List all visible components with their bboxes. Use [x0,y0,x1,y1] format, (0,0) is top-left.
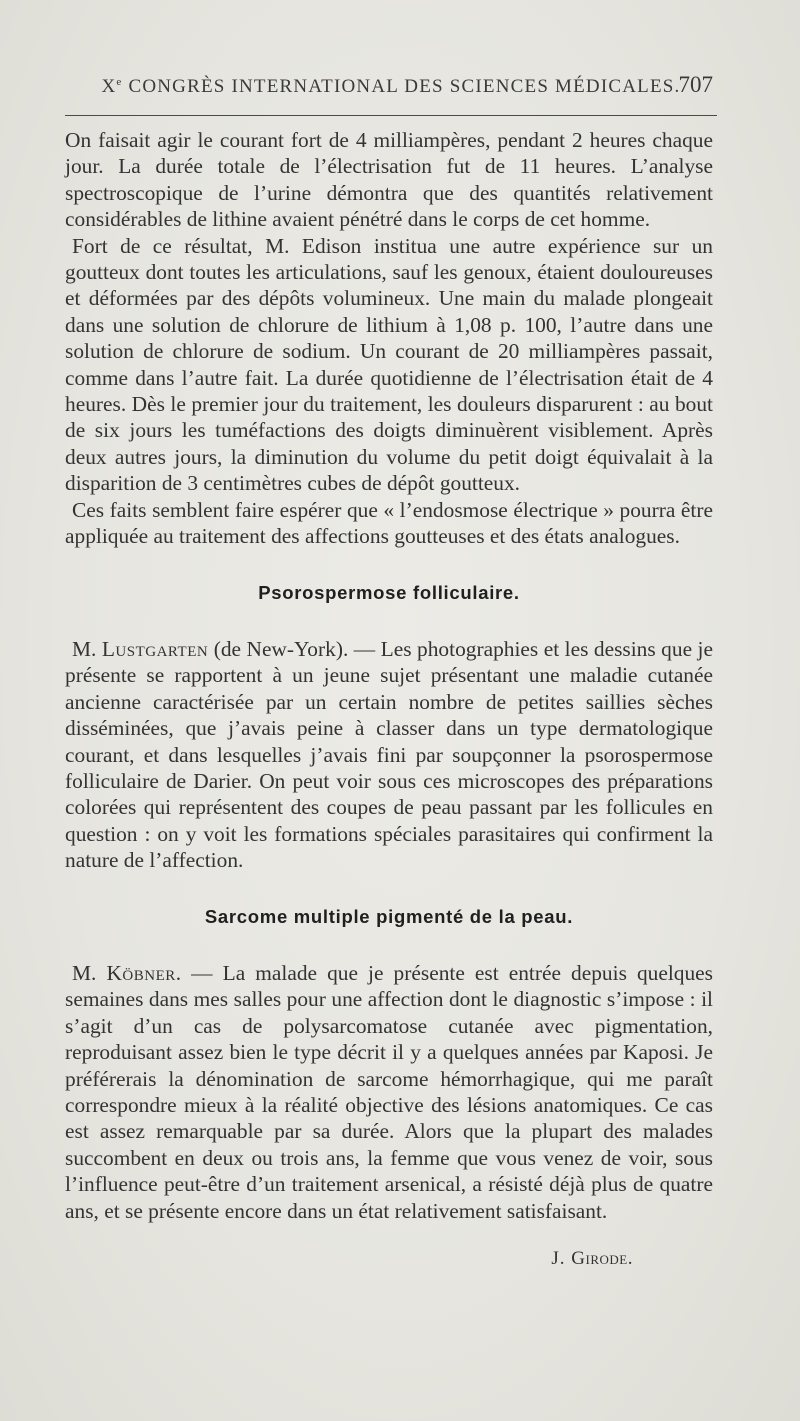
signature-name: Girode. [571,1248,633,1270]
speaker-name: Köbner [106,960,176,985]
section-title-sarcome: Sarcome multiple pigmenté de la peau. [204,905,574,927]
section-title-psorospermose: Psorospermose folliculaire. [258,581,520,603]
header-title-text: CONGRÈS INTERNATIONAL DES SCIENCES MÉDICALES. [122,76,681,97]
paragraph-text: . — La malade que je présente est entrée depuis quelques semaines dans mes salles pour une affection dont le diagnostic s’impose : il s’agit d’un cas de polysarcomatose cutanée avec pigmentation, reproduisant assez bien le type décrit il y a quelques années par Kaposi. Je préférerais la dénomination de sarcome hémorrhagique, qui me paraît correspondre mieux à la réalité objective des lésions anatomiques. Ce cas est assez remarquable par sa durée. Alors que la plupart des malades succombent en deux ou trois ans, la femme que vous venez de voir, sous l’influence peut-être d’un traitement arsenical, a résisté déjà plus de quatre ans, et se présente encore dans un état relativement satisfaisant. [65,960,714,1223]
header-title [65,76,717,98]
ordinal-suffix: e [116,76,123,88]
page-number: 707 [678,72,713,97]
paragraph-kobner [65,960,713,1224]
header-rule [65,115,717,116]
paragraph-2: Fort de ce résultat, M. Edison institua une autre expérience sur un goutteux dont toutes les articulations, sauf les genoux, étaient douloureuses et déformées par des dépôts volumineux. Une main du malade plongeait dans une solution de chlorure de lithium à 1,08 p. 100, l’autre dans une solution de chlorure de sodium. Un courant de 20 milliampères passait, comme dans l’autre fait. La durée quotidienne de l’électrisation était de 4 heures. Dès le premier jour du traitement, les douleurs disparurent : au bout de six jours les tuméfactions des doigts diminuèrent visiblement. Après deux autres jours, la diminution du volume du petit doigt équivalait à la disparition de 3 centimètres cubes de dépôt goutteux. [65,233,713,496]
speaker-prefix: M. [72,636,102,661]
signature-initial: J. [551,1248,572,1270]
page-body [65,127,713,1272]
paragraph-text: (de New-York). — Les photographies et les dessins que je présente se rapportent à un jeune sujet présentant une maladie cutanée ancienne caractérisée par un certain nombre de petites saillies sèches disséminées, que j’avais peine à classer dans un type dermatologique courant, et dans lesquelles j’avais fini par soupçonner la psorospermose folliculaire de Darier. On peut voir sous ces microscopes des préparations colorées qui représentent des coupes de peau passant par les follicules en question : on y voit les formations spéciales parasitaires qui confirment la nature de l’affection. [65,636,713,873]
author-signature [65,1246,713,1272]
running-header [65,68,717,108]
paragraph-3: Ces faits semblent faire espérer que « l’endosmose électrique » pourra être appliquée au traitement des affections goutteuses et des états analogues. [65,497,713,549]
paragraph-1: On faisait agir le courant fort de 4 milliampères, pendant 2 heures chaque jour. La durée totale de l’électrisation fut de 11 heures. L’analyse spectroscopique de l’urine démontra que des quantités relativement considérables de lithine avaient pénétré dans le corps de cet homme. [65,128,713,232]
paragraph-lustgarten [65,636,713,874]
speaker-prefix: M. [72,960,107,985]
congress-ordinal: X [101,76,117,97]
speaker-name: Lustgarten [101,636,209,661]
